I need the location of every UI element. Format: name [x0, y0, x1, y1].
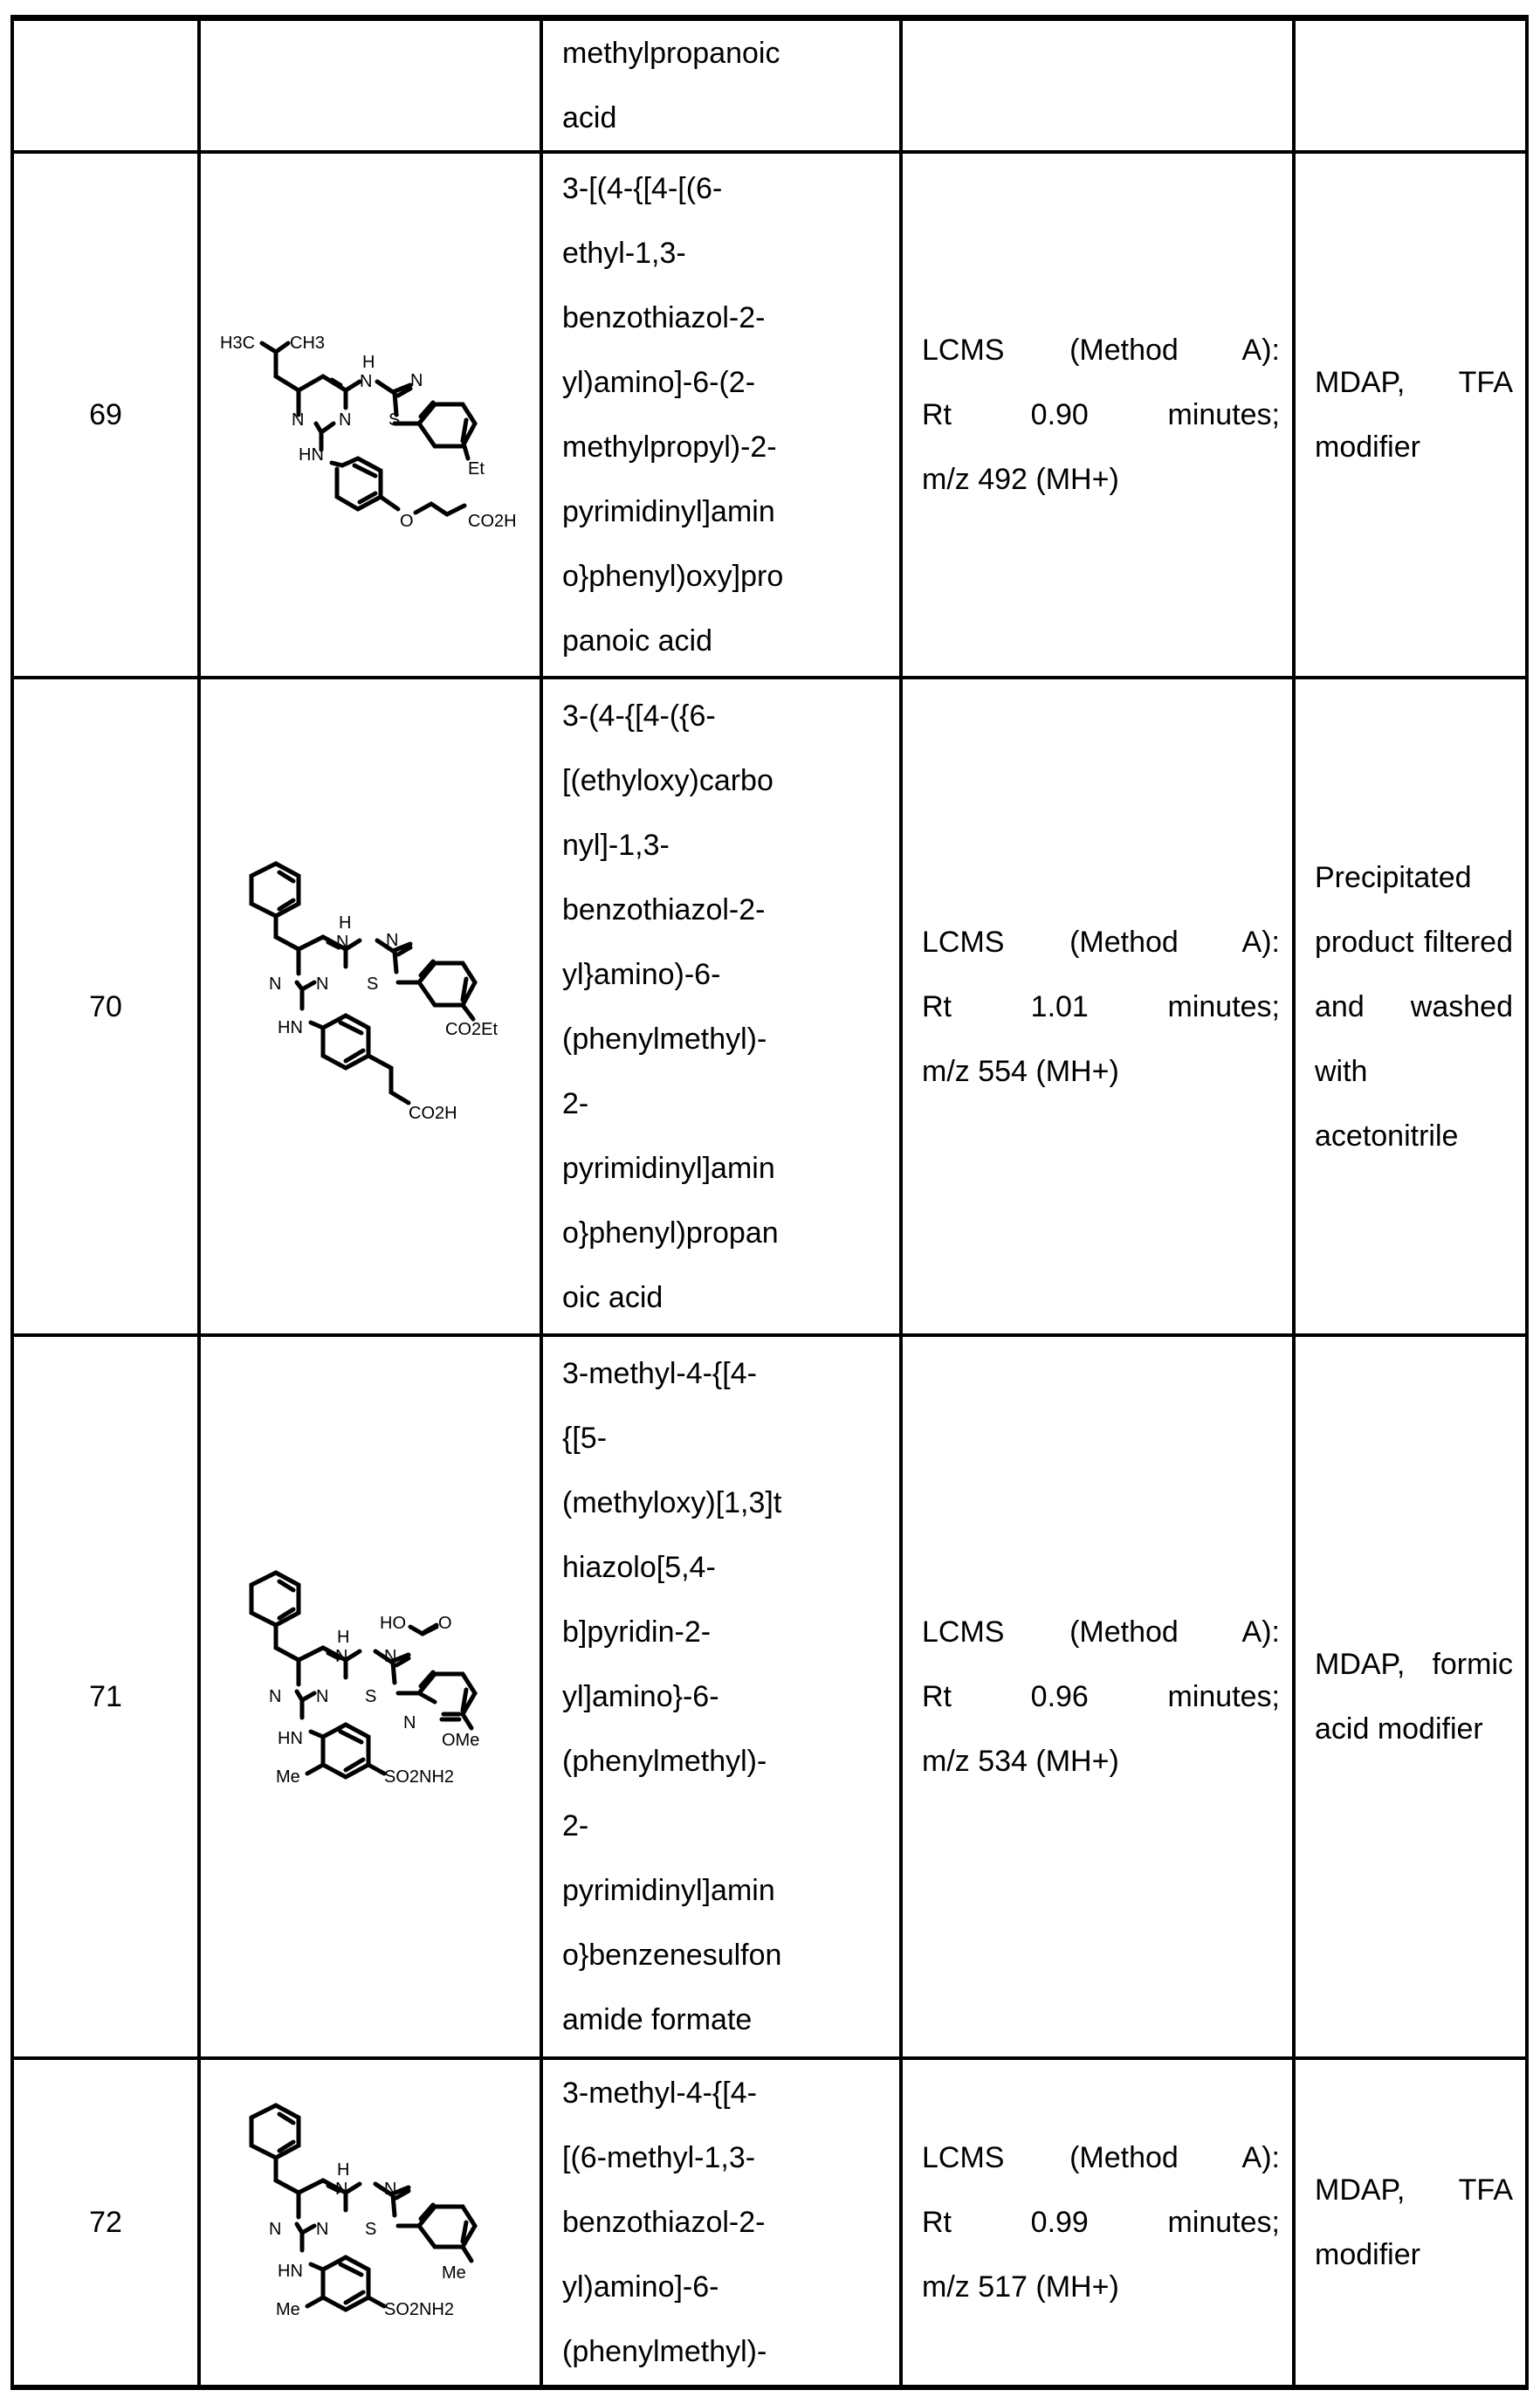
structure-label: N [269, 974, 282, 994]
structure-label: S [365, 2220, 377, 2239]
table-row [12, 152, 1527, 678]
compound-name-line: yl}amino)-6- [562, 957, 721, 991]
structure-label: N [316, 974, 329, 994]
purification-line: with [1315, 1054, 1368, 1088]
purification-line: MDAP, TFA [1315, 366, 1513, 399]
lcms-line: LCMS (Method A): [922, 334, 1280, 367]
structure-label: S [388, 410, 401, 430]
structure-label: O [400, 512, 414, 531]
compound-name-line: oic acid [562, 1280, 663, 1314]
compound-name-cell [541, 2058, 901, 2387]
purification-line: acid modifier [1315, 1712, 1483, 1746]
compound-name-line: ethyl-1,3- [562, 237, 686, 270]
structure-label: SO2NH2 [384, 2300, 455, 2319]
compound-name-line: benzothiazol-2- [562, 301, 766, 334]
compound-name-line: methylpropyl)-2- [562, 430, 777, 464]
structure-label: N [384, 1647, 397, 1666]
structure-label: N [292, 410, 305, 430]
compound-name-line: (methyloxy)[1,3]t [562, 1486, 782, 1519]
table-row [12, 2058, 1527, 2387]
structure-label: H [362, 353, 375, 372]
table-row [12, 18, 1527, 153]
purification-cell [1294, 152, 1527, 678]
structure-label: S [365, 1687, 377, 1706]
structure-label: CH3 [290, 334, 326, 353]
chemical-structure-icon [201, 832, 543, 1181]
compound-table [10, 15, 1529, 2390]
compound-name-line: 3-methyl-4-{[4- [562, 2077, 757, 2110]
example-number: 70 [89, 989, 122, 1023]
compound-name-line: benzothiazol-2- [562, 892, 766, 926]
structure-label: N [360, 372, 373, 391]
example-number-cell [12, 1335, 199, 2058]
structure-label: N [410, 371, 423, 390]
compound-name-line: hiazolo[5,4- [562, 1551, 716, 1584]
table-row [12, 1335, 1527, 2058]
chemical-structure-icon [201, 2091, 543, 2353]
structure-label: N [316, 1687, 329, 1706]
compound-name-line: [(6-methyl-1,3- [562, 2141, 756, 2174]
structure-label: N [269, 1687, 282, 1706]
purification-line: acetonitrile [1315, 1119, 1459, 1153]
compound-name-line: b]pyridin-2- [562, 1615, 712, 1649]
compound-name-line: yl]amino}-6- [562, 1680, 719, 1713]
structure-label: H [337, 1628, 350, 1647]
compound-name-line: benzothiazol-2- [562, 2206, 766, 2239]
compound-name-line: pyrimidinyl]amin [562, 1151, 775, 1185]
compound-name-line: (phenylmethyl)- [562, 1745, 767, 1778]
compound-name-line: [(ethyloxy)carbo [562, 763, 773, 797]
lcms-line: LCMS (Method A): [922, 925, 1280, 959]
purification-line: Precipitated [1315, 860, 1472, 894]
compound-name-line: yl)amino]-6-(2- [562, 366, 756, 399]
compound-name-line: (phenylmethyl)- [562, 1022, 767, 1056]
compound-name-line: methylpropanoic [562, 37, 780, 70]
structure-label: N [316, 2220, 329, 2239]
lcms-line: m/z 534 (MH+) [922, 1745, 1119, 1778]
structure-label: H [339, 913, 352, 933]
structure-label: N [339, 410, 352, 430]
lcms-cell [901, 678, 1294, 1335]
lcms-line: Rt 0.99 minutes; [922, 2206, 1280, 2239]
compound-name-line: panoic acid [562, 624, 713, 658]
structure-cell [199, 152, 541, 678]
structure-cell [199, 678, 541, 1335]
structure-label: OMe [442, 1731, 480, 1750]
purification-cell [1294, 678, 1527, 1335]
lcms-line: m/z 517 (MH+) [922, 2270, 1119, 2304]
compound-name-line: 3-[(4-{[4-[(6- [562, 172, 723, 205]
lcms-line: Rt 1.01 minutes; [922, 989, 1280, 1023]
lcms-line: LCMS (Method A): [922, 2141, 1280, 2174]
compound-name-cell [541, 152, 901, 678]
table-row [12, 678, 1527, 1335]
purification-line: and washed [1315, 989, 1513, 1023]
compound-name-cell [541, 18, 901, 153]
example-number-cell [12, 2058, 199, 2387]
structure-label: HN [278, 1729, 303, 1748]
purification-cell [1294, 1335, 1527, 2058]
purification-line: MDAP, TFA [1315, 2173, 1513, 2207]
lcms-cell [901, 152, 1294, 678]
compound-name-line: (phenylmethyl)- [562, 2335, 767, 2368]
structure-cell [199, 18, 541, 153]
structure-label: H [337, 2160, 350, 2180]
example-number-cell [12, 18, 199, 153]
compound-name-line: pyrimidinyl]amin [562, 1874, 775, 1907]
compound-name-cell [541, 678, 901, 1335]
structure-label: Et [468, 459, 485, 479]
compound-name-line: 3-(4-{[4-({6- [562, 699, 716, 733]
compound-name-line: 2- [562, 1809, 589, 1843]
lcms-line: LCMS (Method A): [922, 1615, 1280, 1649]
compound-name-line: o}benzenesulfon [562, 1939, 782, 1972]
compound-name-line: pyrimidinyl]amin [562, 495, 775, 528]
structure-label: Me [276, 2300, 300, 2319]
purification-line: modifier [1315, 430, 1420, 464]
lcms-cell [901, 1335, 1294, 2058]
structure-label: H3C [220, 334, 256, 353]
lcms-cell [901, 18, 1294, 153]
structure-label: SO2NH2 [384, 1767, 455, 1787]
structure-cell [199, 2058, 541, 2387]
structure-label: HO [380, 1614, 406, 1633]
structure-label: CO2H [409, 1103, 457, 1123]
purification-cell [1294, 18, 1527, 153]
structure-label: Me [276, 1767, 300, 1787]
structure-label: N [403, 1713, 416, 1732]
compound-name-line: o}phenyl)propan [562, 1216, 779, 1250]
compound-name-line: o}phenyl)oxy]pro [562, 560, 784, 593]
structure-label: CO2H [468, 512, 517, 531]
compound-name-line: amide formate [562, 2003, 753, 2036]
structure-label: HN [278, 2262, 303, 2281]
structure-label: N [336, 932, 349, 952]
lcms-line: m/z 492 (MH+) [922, 463, 1119, 496]
purification-line: product filtered [1315, 925, 1513, 959]
compound-name-line: 2- [562, 1086, 589, 1120]
purification-line: modifier [1315, 2238, 1420, 2271]
structure-label: S [367, 974, 379, 994]
compound-name-line: acid [562, 101, 617, 134]
compound-name-line: 3-methyl-4-{[4- [562, 1357, 757, 1390]
lcms-line: Rt 0.96 minutes; [922, 1680, 1280, 1713]
structure-label: CO2Et [445, 1019, 498, 1039]
purification-cell [1294, 2058, 1527, 2387]
example-number: 69 [89, 398, 122, 431]
example-number-cell [12, 152, 199, 678]
structure-label: N [386, 930, 399, 950]
compound-name-cell [541, 1335, 901, 2058]
structure-label: N [384, 2180, 397, 2199]
compound-name-line: {[5- [562, 1422, 608, 1455]
chemical-structure-icon [201, 284, 543, 546]
lcms-line: m/z 554 (MH+) [922, 1054, 1119, 1088]
structure-label: N [335, 1647, 348, 1666]
purification-line: MDAP, formic [1315, 1648, 1513, 1681]
structure-label: N [335, 2180, 348, 2199]
compound-name-line: yl)amino]-6- [562, 2270, 719, 2304]
structure-label: Me [442, 2263, 466, 2283]
structure-label: HN [299, 445, 324, 465]
lcms-line: Rt 0.90 minutes; [922, 398, 1280, 431]
structure-label: HN [278, 1017, 303, 1037]
chemical-structure-icon [201, 1557, 543, 1836]
structure-label: O [438, 1614, 452, 1633]
example-number: 71 [89, 1680, 122, 1713]
example-number: 72 [89, 2206, 122, 2239]
structure-cell [199, 1335, 541, 2058]
example-number-cell [12, 678, 199, 1335]
compound-name-line: nyl]-1,3- [562, 828, 670, 862]
structure-label: N [269, 2220, 282, 2239]
lcms-cell [901, 2058, 1294, 2387]
